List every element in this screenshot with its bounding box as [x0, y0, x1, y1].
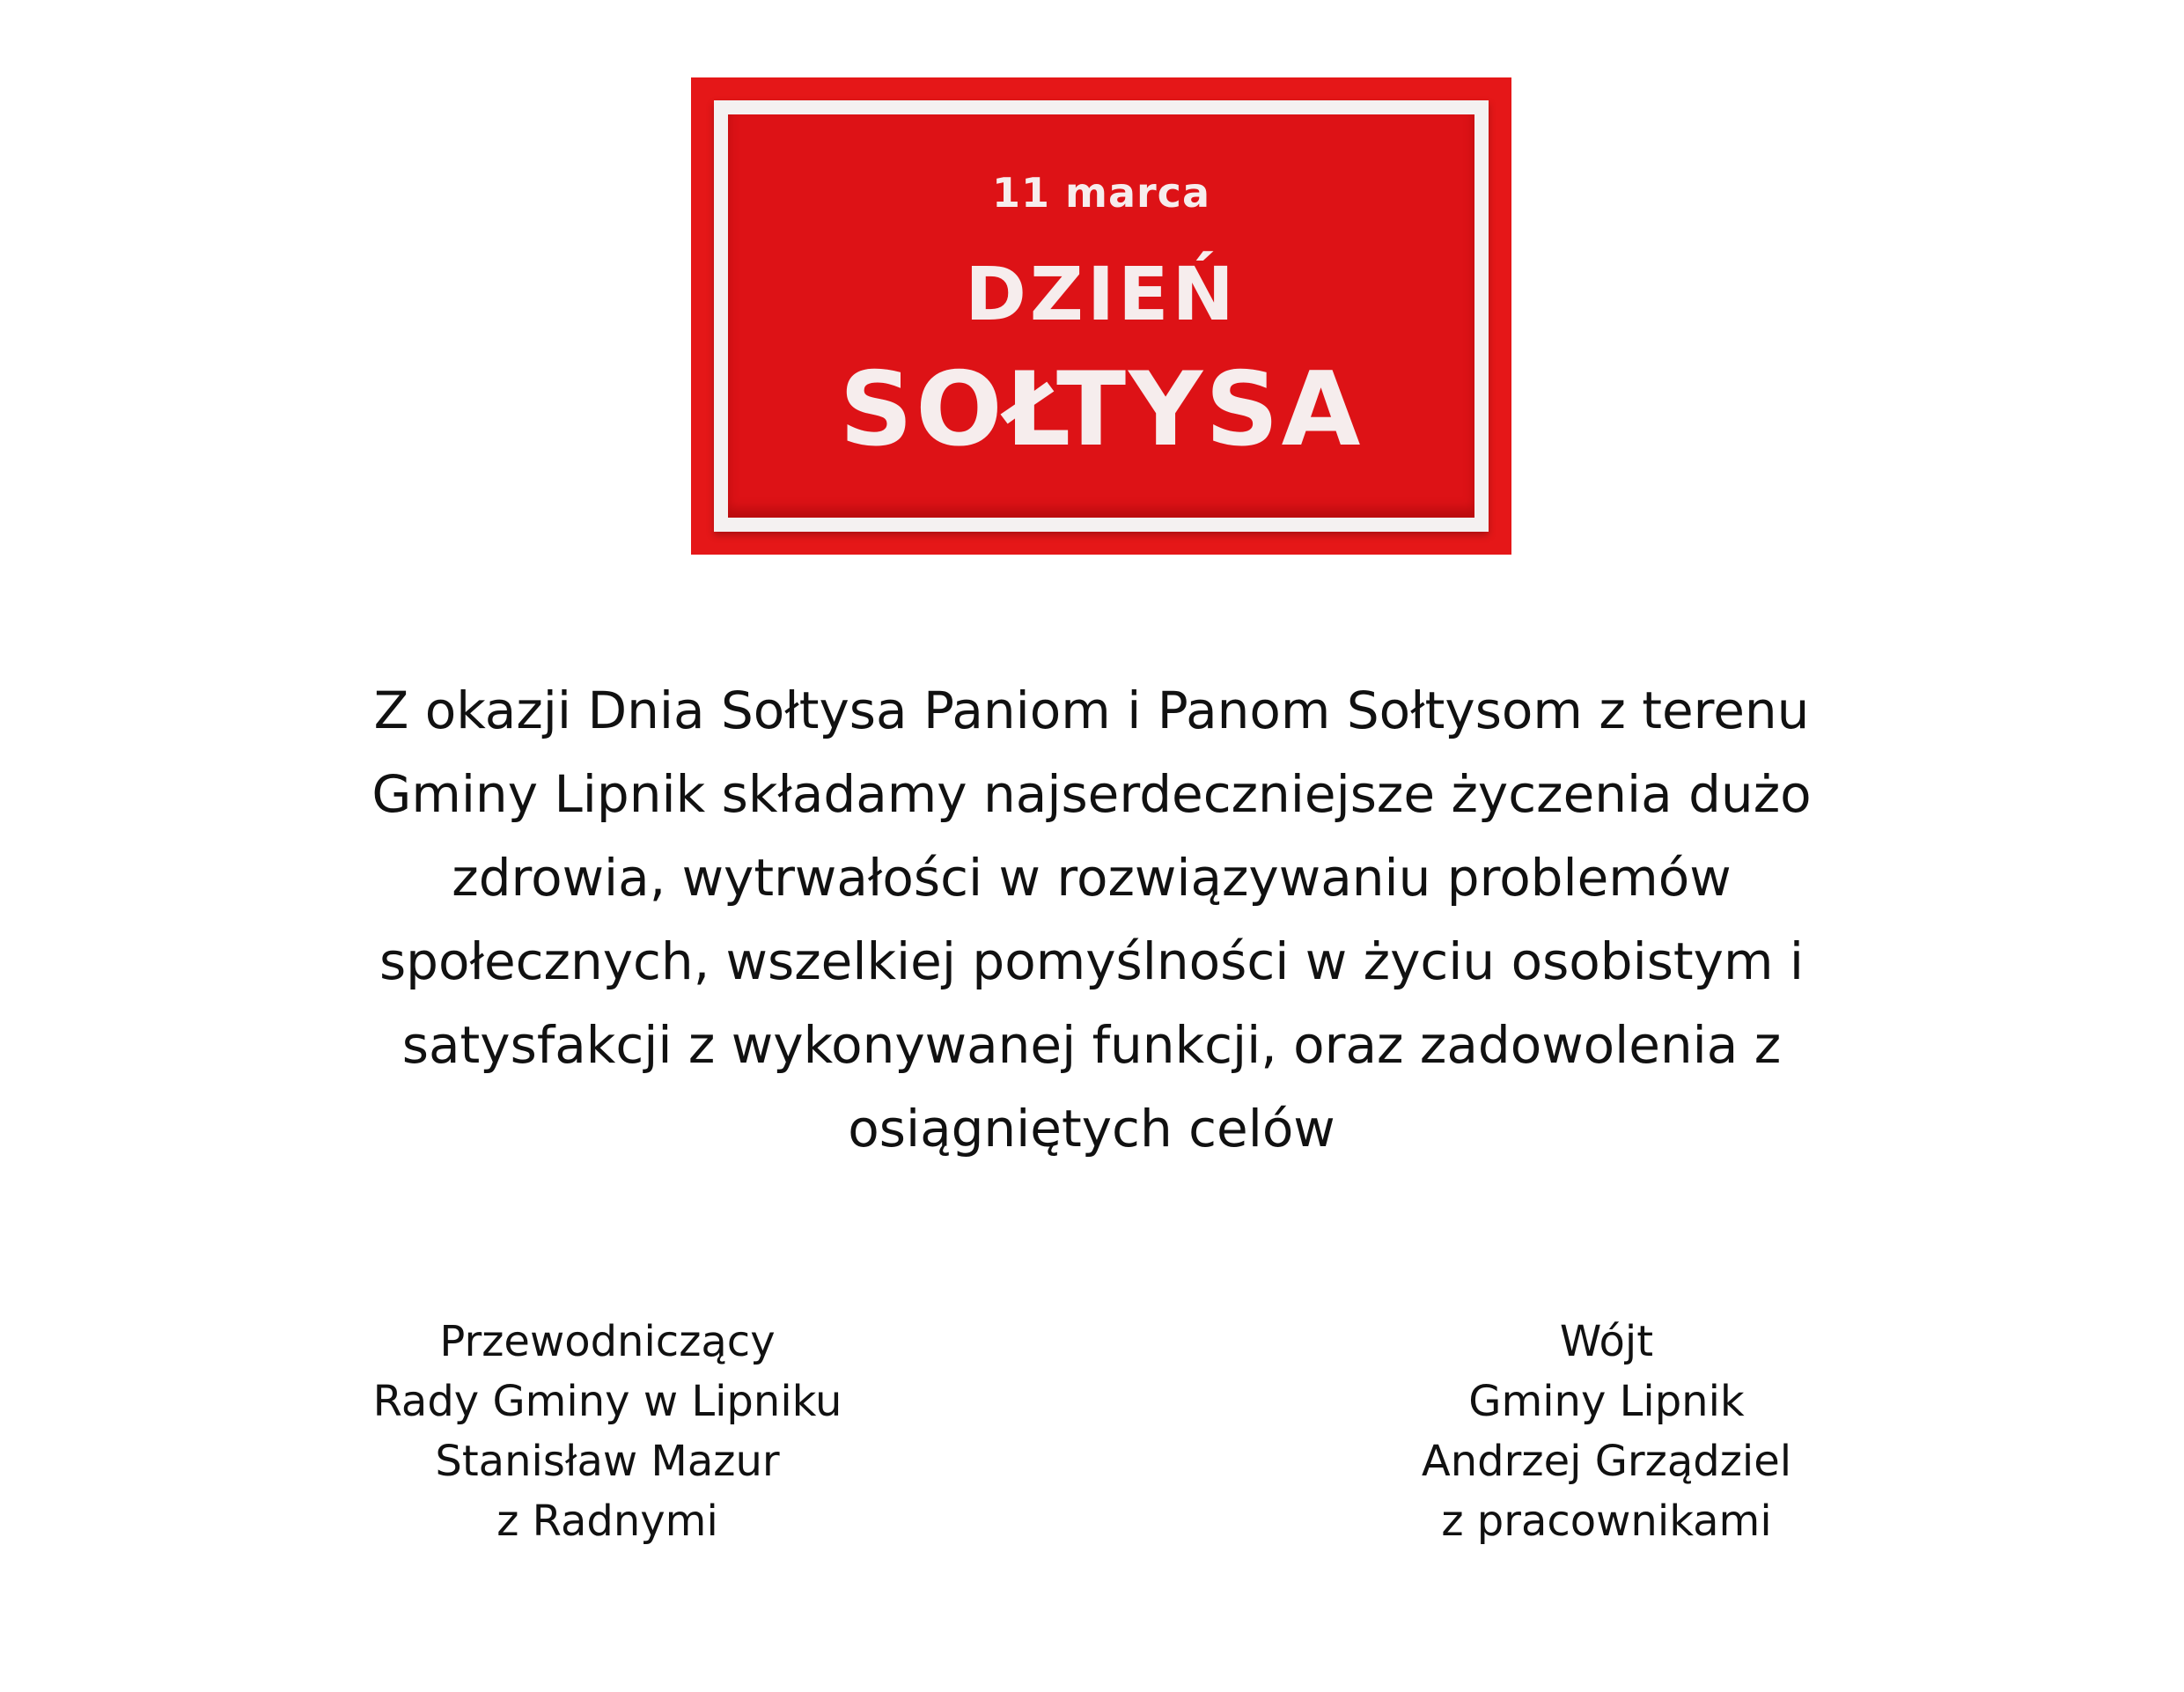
signature-accompanied-by: z pracownikami: [1441, 1497, 1772, 1546]
wishes-paragraph: Z okazji Dnia Sołtysa Paniom i Panom Sołtysom z terenu Gminy Lipnik składamy najserdeczniejsze życzenia dużo zdrowia, wytrwałości w rozwiązywaniu problemów społecznych, wszelkiej pomyślności w życiu osobistym i satysfakcji z wykonywanej funkcji, oraz zadowolenia z osiągniętych celów: [371, 680, 1812, 1159]
banner-day-word: DZIEŃ: [965, 251, 1238, 337]
banner-holiday-name: SOŁTYSA: [839, 350, 1364, 469]
banner-frame: [714, 100, 1489, 532]
banner-date: 11 marca: [992, 169, 1210, 217]
signature-institution: Gminy Lipnik: [1468, 1377, 1745, 1426]
signature-person-name: Andrzej Grządziel: [1421, 1437, 1792, 1486]
signature-accompanied-by: z Radnymi: [496, 1497, 718, 1546]
signature-mayor: [1272, 1312, 1941, 1551]
signature-person-name: Stanisław Mazur: [435, 1437, 780, 1486]
signature-council-chairman: [273, 1312, 942, 1551]
signature-institution: Rady Gminy w Lipniku: [372, 1377, 842, 1426]
signature-title: Przewodniczący: [439, 1317, 776, 1366]
dzien-soltysa-banner: [691, 77, 1511, 555]
signature-title: Wójt: [1559, 1317, 1654, 1366]
